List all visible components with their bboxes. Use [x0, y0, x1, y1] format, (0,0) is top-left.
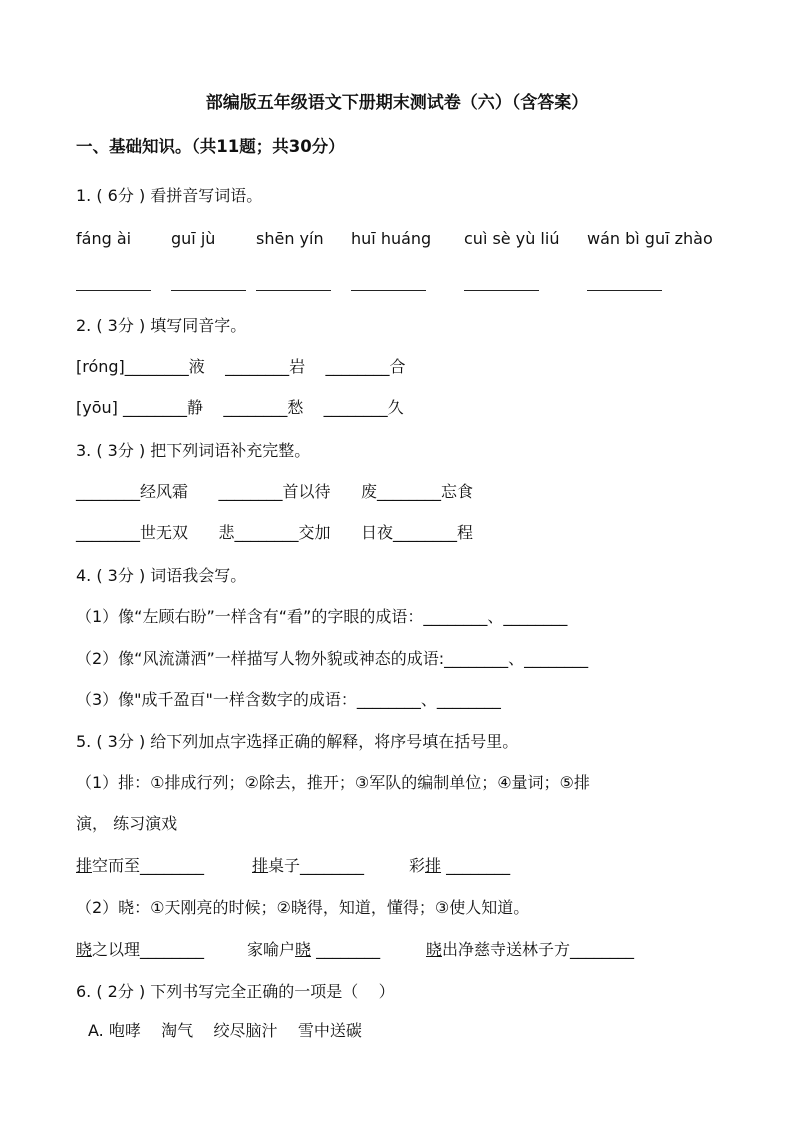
question-2-line-1: [róng]________液 ________岩 ________合 [76, 357, 406, 376]
answer-blank-4[interactable] [351, 290, 426, 291]
page-title: 部编版五年级语文下册期末测试卷（六）（含答案） [205, 93, 589, 113]
question-5-words-1 [76, 856, 204, 876]
question-6-option-a[interactable]: A. 咆哮 淘气 绞尽脑汁 雪中送碳 [88, 1021, 362, 1040]
dotted-char: 晓 [76, 940, 93, 959]
word-rest: 之以理________ [92, 940, 205, 959]
pinyin-6: wán bì guī zhào [587, 229, 713, 248]
dotted-char: 排 [76, 856, 93, 875]
question-2-header: 2. ( 3分 ) 填写同音字。 [76, 316, 247, 335]
word-rest: ________ [441, 856, 511, 875]
word-rest: 出净慈寺送林子方________ [442, 940, 635, 959]
dotted-char: 排 [252, 856, 269, 875]
pinyin-5: cuì sè yù liú [464, 229, 560, 248]
pinyin-1: fáng ài [76, 229, 132, 248]
question-5-words-2 [252, 856, 364, 876]
question-4-header: 4. ( 3分 ) 词语我会写。 [76, 566, 247, 585]
word-prefix: 彩 [409, 856, 426, 875]
answer-blank-3[interactable] [256, 290, 331, 291]
question-5-item-1-cont: 演， 练习演戏 [76, 814, 178, 833]
question-5-header: 5. ( 3分 ) 给下列加点字选择正确的解释，将序号填在括号里。 [76, 732, 519, 751]
word-rest: 桌子________ [268, 856, 365, 875]
question-2-line-2: [yōu] ________静 ________愁 ________久 [76, 398, 404, 417]
question-5-words-4 [76, 940, 204, 960]
question-5-item-1: （1）排：①排成行列；②除去，推开；③军队的编制单位；④量词；⑤排 [76, 773, 590, 792]
question-6-header: 6. ( 2分 ) 下列书写完全正确的一项是（ ） [76, 982, 395, 1001]
question-5-item-2: （2）晓：①天刚亮的时候；②晓得，知道，懂得；③使人知道。 [76, 898, 530, 917]
question-5-words-6 [426, 940, 634, 960]
question-3-header: 3. ( 3分 ) 把下列词语补充完整。 [76, 441, 311, 460]
answer-blank-5[interactable] [464, 290, 539, 291]
pinyin-2: guī jù [171, 229, 216, 248]
answer-blank-2[interactable] [171, 290, 246, 291]
question-4-item-2: （2）像“风流潇洒”一样描写人物外貌或神态的成语:________、________ [76, 649, 589, 668]
question-4-item-3: （3）像"成千盈百"一样含数字的成语：________、________ [76, 690, 501, 709]
dotted-char: 排 [425, 856, 442, 875]
question-3-line-2: ________世无双 悲________交加 日夜________程 [76, 523, 474, 542]
question-4-item-1: （1）像“左顾右盼”一样含有“看”的字眼的成语：________、________ [76, 607, 568, 626]
dotted-char: 晓 [295, 940, 312, 959]
word-rest: 空而至________ [92, 856, 205, 875]
question-5-words-5 [247, 940, 380, 960]
dotted-char: 晓 [426, 940, 443, 959]
pinyin-4: huī huáng [351, 229, 432, 248]
word-rest: ________ [311, 940, 381, 959]
answer-blank-1[interactable] [76, 290, 151, 291]
question-3-line-1: ________经风霜 ________首以待 废________忘食 [76, 482, 474, 501]
section-heading: 一、基础知识。（共11题；共30分） [76, 137, 345, 156]
answer-blank-6[interactable] [587, 290, 662, 291]
word-prefix: 家喻户 [247, 940, 296, 959]
question-5-words-3 [409, 856, 510, 876]
pinyin-3: shēn yín [256, 229, 324, 248]
question-1-header: 1. ( 6分 ) 看拼音写词语。 [76, 186, 263, 205]
